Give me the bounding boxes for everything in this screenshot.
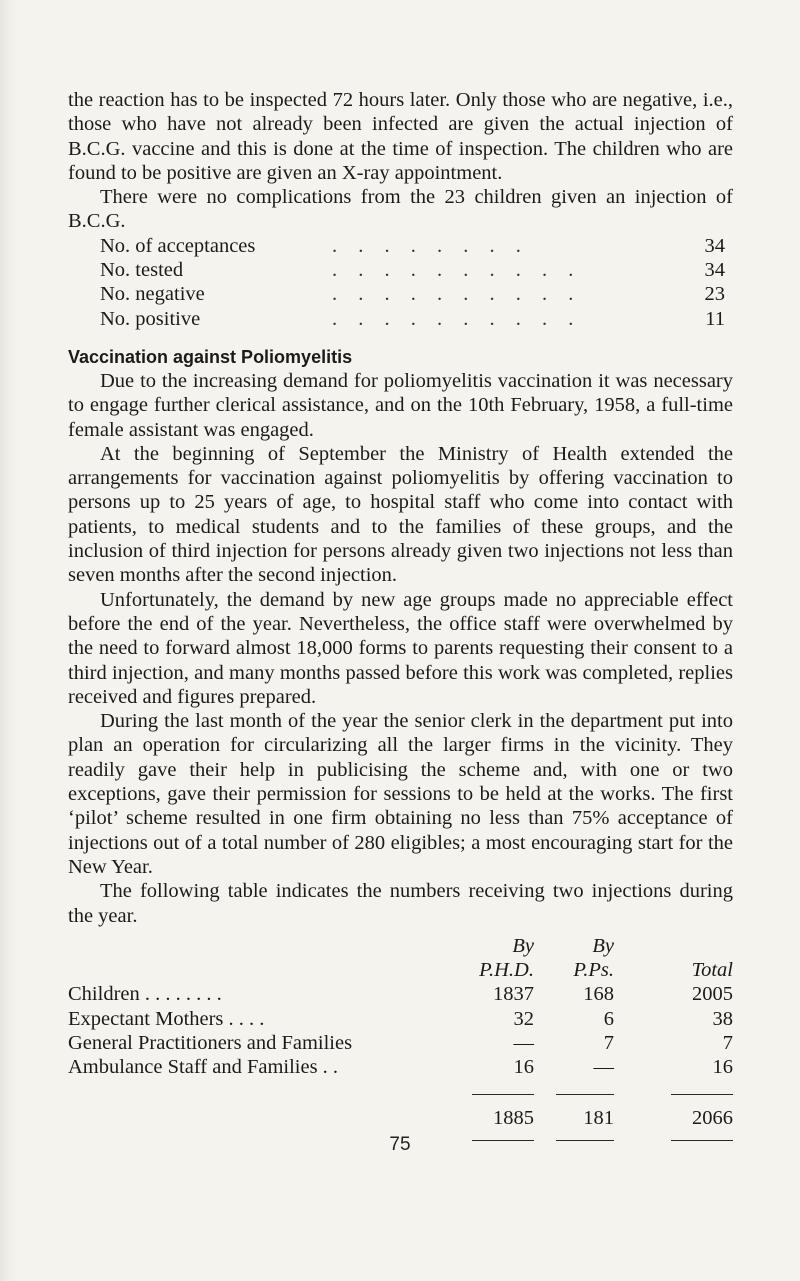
row-label: Children . . . . . . . . <box>68 983 222 1006</box>
stat-value: 23 <box>704 283 725 306</box>
table-header-row-bottom <box>68 958 733 982</box>
paragraph-bcg-reaction: the reaction has to be inspected 72 hours later. Only those who are negative, i.e., those who have not already been infected are given the actual injection of B.C.G. vaccine and this is done at the time of inspection. The children who are found to be positive are given an X-ray appointment. <box>68 89 733 184</box>
leader-dots: . . . . . . . . . . <box>332 307 582 330</box>
cell-pps: 7 <box>603 1031 614 1054</box>
cell-phd: 16 <box>513 1056 534 1079</box>
stat-value: 34 <box>704 259 725 282</box>
stat-label: No. negative <box>100 283 205 306</box>
table-row <box>68 982 733 1006</box>
leader-dots: . . . . . . . . . . <box>332 259 582 282</box>
stat-row-negative <box>100 282 725 306</box>
cell-total: 7 <box>722 1031 733 1054</box>
page-content <box>68 88 733 1148</box>
header-total: Total <box>691 959 733 982</box>
cell-pps: — <box>593 1056 614 1079</box>
section-heading: Vaccination against Poliomyelitis <box>68 346 353 367</box>
table-rule-above-totals <box>68 1088 733 1102</box>
paragraph-bcg-complications: There were no complications from the 23 children given an injection of B.C.G. <box>68 186 733 233</box>
table-row <box>68 1055 733 1079</box>
row-label: Ambulance Staff and Families . . <box>68 1056 339 1079</box>
bcg-stats-list <box>100 234 725 331</box>
cell-phd: — <box>513 1031 534 1054</box>
cell-phd: 1837 <box>493 983 534 1006</box>
total-all: 2066 <box>692 1106 733 1129</box>
cell-phd: 32 <box>513 1007 534 1030</box>
rule-line <box>472 1094 534 1095</box>
stat-value: 34 <box>704 234 725 257</box>
stat-row-acceptances <box>100 234 725 258</box>
paragraph-polio-staff: Due to the increasing demand for poliomyelitis vaccination it was necessary to engage further clerical assistance, and on the 10th February, 1958, a full-time female assistant was engaged. <box>68 369 733 441</box>
header-pps: P.Ps. <box>573 959 614 982</box>
cell-pps: 6 <box>603 1007 614 1030</box>
rule-line <box>556 1094 614 1095</box>
paragraph-table-intro: The following table indicates the numbers receiving two injections during the year. <box>68 880 733 927</box>
leader-dots: . . . . . . . . <box>332 234 529 257</box>
header-phd: P.H.D. <box>479 959 534 982</box>
header-by-pps: By <box>592 934 614 957</box>
paragraph-polio-ministry: At the beginning of September the Ministry of Health extended the arrangements for vaccination against poliomyelitis by offering vaccination to persons up to 25 years of age, to hospital staff who come into contact with patients, to medical students and to the families of these groups, and the inclusion of third injection for persons already given two injections not less than seven months after the second injection. <box>68 442 733 587</box>
injections-table <box>68 934 733 1148</box>
leader-dots: . . . . . . . . . . <box>332 283 582 306</box>
row-label: Expectant Mothers . . . . <box>68 1007 265 1030</box>
page-number: 75 <box>389 1134 411 1155</box>
rule-line <box>671 1094 733 1095</box>
cell-pps: 168 <box>583 983 614 1006</box>
paragraph-polio-demand: Unfortunately, the demand by new age groups made no appreciable effect before the end of the year. Nevertheless, the office staff were overwhelmed by the need to forward almost 18,000 forms to parents requesting their consent to a third injection, and many months passed before this work was completed, replies received and figures prepared. <box>68 588 733 708</box>
paragraph-polio-firms: During the last month of the year the senior clerk in the department put into plan an operation for circularizing all the larger firms in the vicinity. They readily gave their help in publicising the scheme and, with one or two exceptions, gave their permission for sessions to be held at the works. The first ‘pilot’ scheme resulted in one firm obtaining no less than 75% acceptance of injections out of a total number of 280 eligibles; a most encouraging start for the New Year. <box>68 710 733 878</box>
table-row <box>68 1007 733 1031</box>
stat-label: No. tested <box>100 259 184 282</box>
stat-row-positive <box>100 307 725 331</box>
total-pps: 181 <box>583 1106 614 1129</box>
page-spine-shadow <box>0 0 18 1281</box>
stat-value: 11 <box>705 307 725 330</box>
table-header-row-top <box>68 934 733 958</box>
stat-label: No. of acceptances <box>100 234 256 257</box>
header-by-phd: By <box>512 934 534 957</box>
row-label: General Practitioners and Families <box>68 1031 353 1054</box>
cell-total: 38 <box>712 1007 733 1030</box>
table-row <box>68 1031 733 1055</box>
total-phd: 1885 <box>493 1106 534 1129</box>
stat-label: No. positive <box>100 307 201 330</box>
table-totals-row <box>68 1106 733 1130</box>
stat-row-tested <box>100 258 725 282</box>
cell-total: 2005 <box>692 983 733 1006</box>
cell-total: 16 <box>712 1056 733 1079</box>
